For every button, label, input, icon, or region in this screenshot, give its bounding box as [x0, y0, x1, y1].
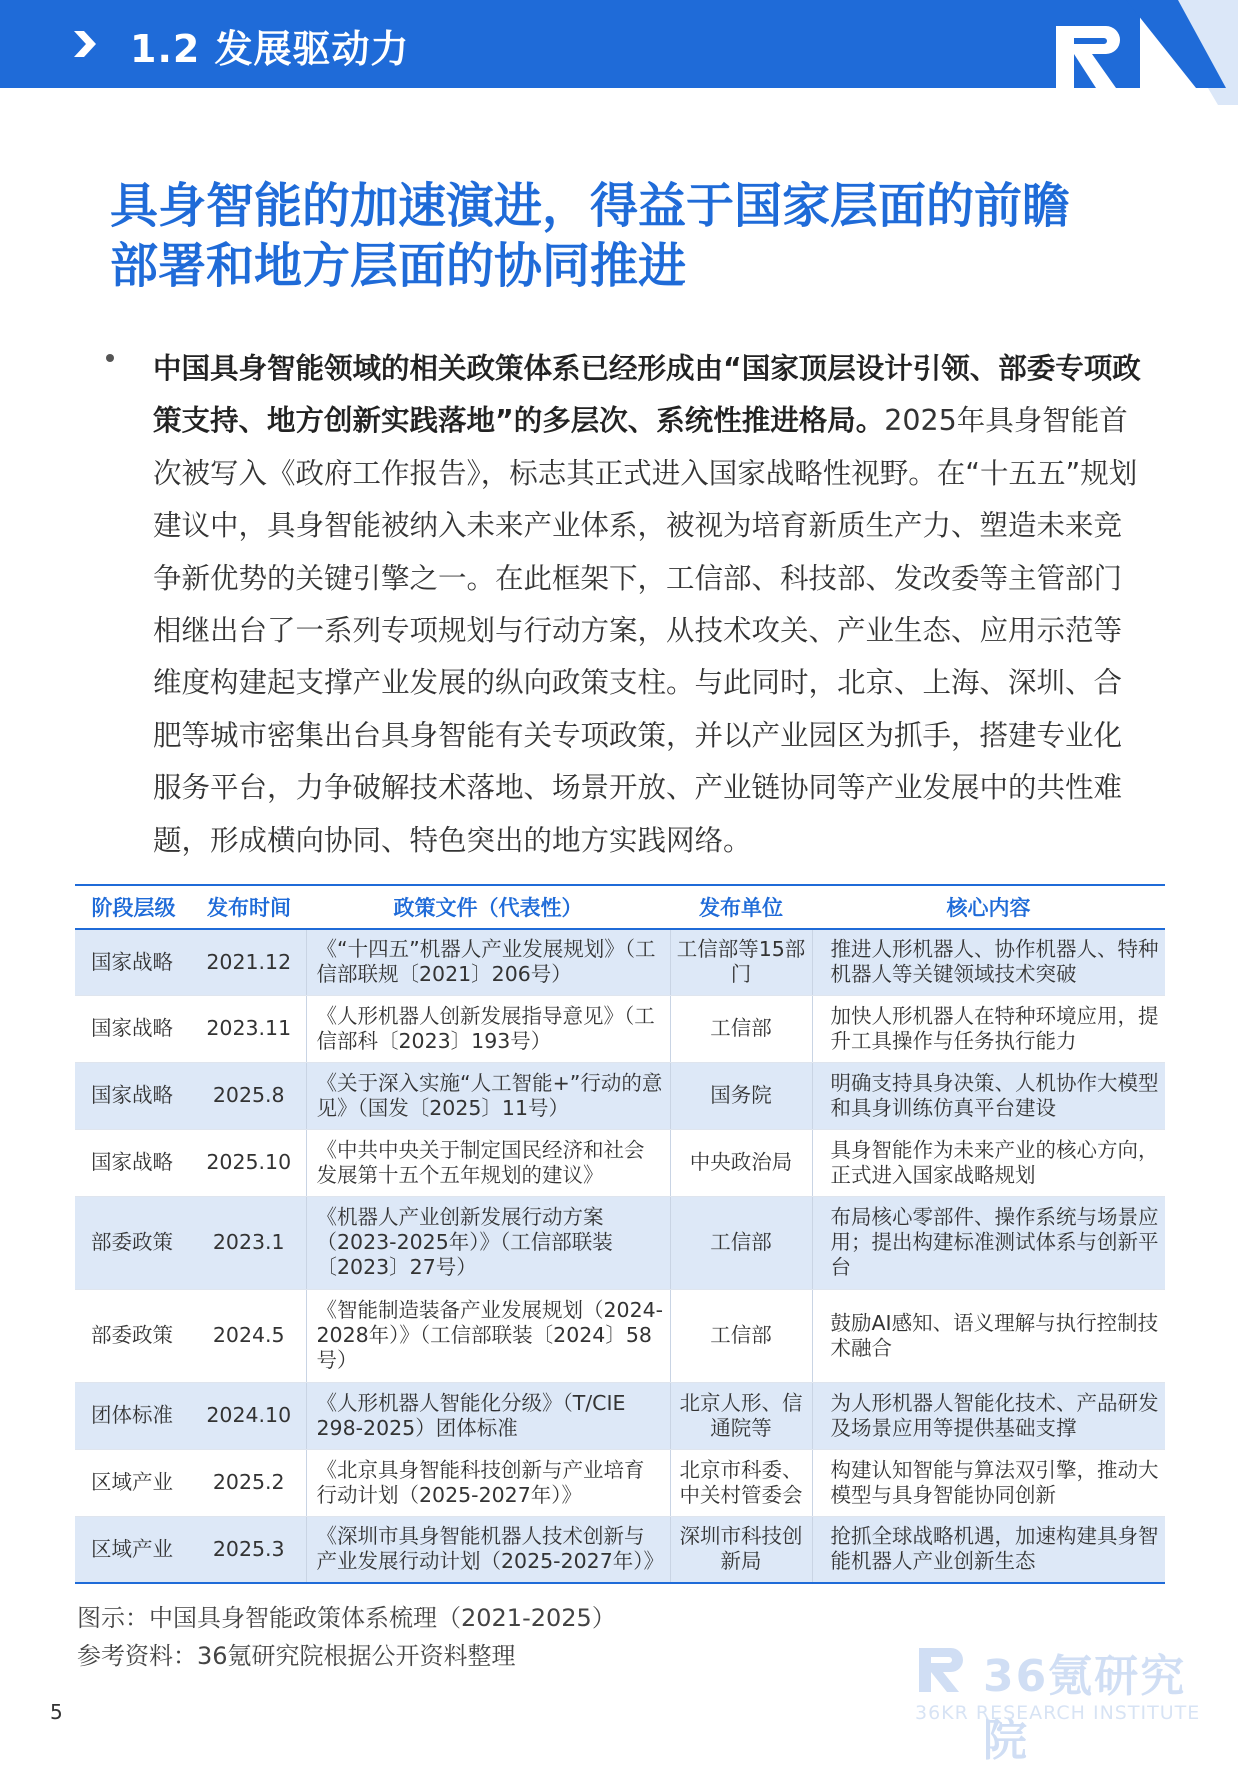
body-paragraph — [153, 343, 1143, 867]
table-header-row — [75, 885, 1165, 929]
cell-stage: 部委政策 — [75, 1196, 192, 1289]
body-text: 2025年具身智能首次被写入《政府工作报告》，标志其正式进入国家战略性视野。在“十五五”规划建议中，具身智能被纳入未来产业体系，被视为培育新质生产力、塑造未来竞争新优势的关键引擎之一。在此框架下，工信部、科技部、发改委等主管部门相继出台了一系列专项规划与行动方案，从技术攻关、产业生态、应用示范等维度构建起支撑产业发展的纵向政策支柱。与此同时，北京、上海、深圳、合肥等城市密集出台具身智能有关专项政策，并以产业园区为抓手，搭建专业化服务平台，力争破解技术落地、场景开放、产业链协同等产业发展中的共性难题，形成横向协同、特色突出的地方实践网络。 — [153, 404, 1138, 857]
cell-content: 明确支持具身决策、人机协作大模型和具身训练仿真平台建设 — [812, 1062, 1165, 1129]
cell-content: 构建认知智能与算法双引擎，推动大模型与具身智能协同创新 — [812, 1449, 1165, 1516]
cell-content: 抢抓全球战略机遇，加速构建具身智能机器人产业创新生态 — [812, 1516, 1165, 1583]
header-bar — [0, 0, 1140, 88]
table-row — [75, 1289, 1165, 1382]
section-title: 1.2 发展驱动力 — [130, 27, 410, 71]
cell-stage: 部委政策 — [75, 1289, 192, 1382]
source-note: 参考资料：36氪研究院根据公开资料整理 — [77, 1642, 516, 1670]
cell-doc: 《“十四五”机器人产业发展规划》（工信部联规〔2021〕206号） — [306, 929, 670, 995]
cell-stage: 区域产业 — [75, 1449, 192, 1516]
cell-doc: 《关于深入实施“人工智能+”行动的意见》（国发〔2025〕11号） — [306, 1062, 670, 1129]
cell-date: 2025.8 — [192, 1062, 306, 1129]
cell-stage: 国家战略 — [75, 929, 192, 995]
cell-date: 2023.1 — [192, 1196, 306, 1289]
cell-stage: 团体标准 — [75, 1382, 192, 1449]
table-row — [75, 1516, 1165, 1583]
cell-doc: 《机器人产业创新发展行动方案（2023-2025年）》（工信部联装〔2023〕27号） — [306, 1196, 670, 1289]
table-row — [75, 1196, 1165, 1289]
watermark — [915, 1640, 1205, 1766]
cell-doc: 《人形机器人智能化分级》（T/CIE 298-2025）团体标准 — [306, 1382, 670, 1449]
table-row — [75, 1129, 1165, 1196]
cell-date: 2024.5 — [192, 1289, 306, 1382]
table-row — [75, 995, 1165, 1062]
cell-issuer: 工信部 — [670, 995, 812, 1062]
th-issuer: 发布单位 — [670, 885, 812, 929]
table-row — [75, 929, 1165, 995]
cell-issuer: 工信部 — [670, 1289, 812, 1382]
bullet-dot — [106, 354, 114, 362]
cell-doc: 《北京具身智能科技创新与产业培育行动计划（2025-2027年）》 — [306, 1449, 670, 1516]
cell-issuer: 工信部 — [670, 1196, 812, 1289]
cell-date: 2025.2 — [192, 1449, 306, 1516]
th-stage: 阶段层级 — [75, 885, 192, 929]
cell-stage: 区域产业 — [75, 1516, 192, 1583]
watermark-subtitle: 36KR RESEARCH INSTITUTE — [915, 1702, 1201, 1724]
cell-content: 推进人形机器人、协作机器人、特种机器人等关键领域技术突破 — [812, 929, 1165, 995]
cell-stage: 国家战略 — [75, 1129, 192, 1196]
th-date: 发布时间 — [192, 885, 306, 929]
cell-issuer: 北京市科委、中关村管委会 — [670, 1449, 812, 1516]
cell-date: 2023.11 — [192, 995, 306, 1062]
page-number: 5 — [50, 1700, 63, 1724]
cell-stage: 国家战略 — [75, 995, 192, 1062]
figure-caption: 图示：中国具身智能政策体系梳理（2021-2025） — [77, 1604, 616, 1632]
36kr-r-watermark-icon — [915, 1642, 973, 1696]
cell-issuer: 中央政治局 — [670, 1129, 812, 1196]
cell-stage: 国家战略 — [75, 1062, 192, 1129]
page-heading — [110, 176, 1160, 296]
cell-date: 2024.10 — [192, 1382, 306, 1449]
cell-date: 2025.3 — [192, 1516, 306, 1583]
cell-doc: 《深圳市具身智能机器人技术创新与产业发展行动计划（2025-2027年）》 — [306, 1516, 670, 1583]
heading-line-1: 具身智能的加速演进，得益于国家层面的前瞻 — [110, 178, 1071, 234]
th-content: 核心内容 — [812, 885, 1165, 929]
cell-doc: 《智能制造装备产业发展规划（2024-2028年）》（工信部联装〔2024〕58号） — [306, 1289, 670, 1382]
cell-content: 加快人形机器人在特种环境应用，提升工具操作与任务执行能力 — [812, 995, 1165, 1062]
table-row — [75, 1449, 1165, 1516]
heading-line-2: 部署和地方层面的协同推进 — [110, 238, 687, 294]
chevron-right-icon — [72, 27, 102, 61]
cell-content: 布局核心零部件、操作系统与场景应用；提出构建标准测试体系与创新平台 — [812, 1196, 1165, 1289]
cell-doc: 《中共中央关于制定国民经济和社会发展第十五个五年规划的建议》 — [306, 1129, 670, 1196]
cell-issuer: 深圳市科技创新局 — [670, 1516, 812, 1583]
table-row — [75, 1382, 1165, 1449]
cell-doc: 《人形机器人创新发展指导意见》（工信部科〔2023〕193号） — [306, 995, 670, 1062]
cell-issuer: 工信部等15部门 — [670, 929, 812, 995]
cell-content: 具身智能作为未来产业的核心方向，正式进入国家战略规划 — [812, 1129, 1165, 1196]
cell-issuer: 北京人形、信通院等 — [670, 1382, 812, 1449]
cell-date: 2025.10 — [192, 1129, 306, 1196]
36kr-r-logo-icon — [1028, 0, 1238, 105]
table-row — [75, 1062, 1165, 1129]
policy-table — [75, 884, 1165, 1584]
watermark-name: 36氪研究院 — [983, 1651, 1187, 1766]
th-doc: 政策文件（代表性） — [306, 885, 670, 929]
cell-content: 为人形机器人智能化技术、产品研发及场景应用等提供基础支撑 — [812, 1382, 1165, 1449]
cell-issuer: 国务院 — [670, 1062, 812, 1129]
cell-date: 2021.12 — [192, 929, 306, 995]
body-lead: 中国具身智能领域的相关政策体系已经形成由“国家顶层设计引领、部委专项政策支持、地方创新实践落地”的多层次、系统性推进格局。 — [153, 352, 1141, 438]
cell-content: 鼓励AI感知、语义理解与执行控制技术融合 — [812, 1289, 1165, 1382]
